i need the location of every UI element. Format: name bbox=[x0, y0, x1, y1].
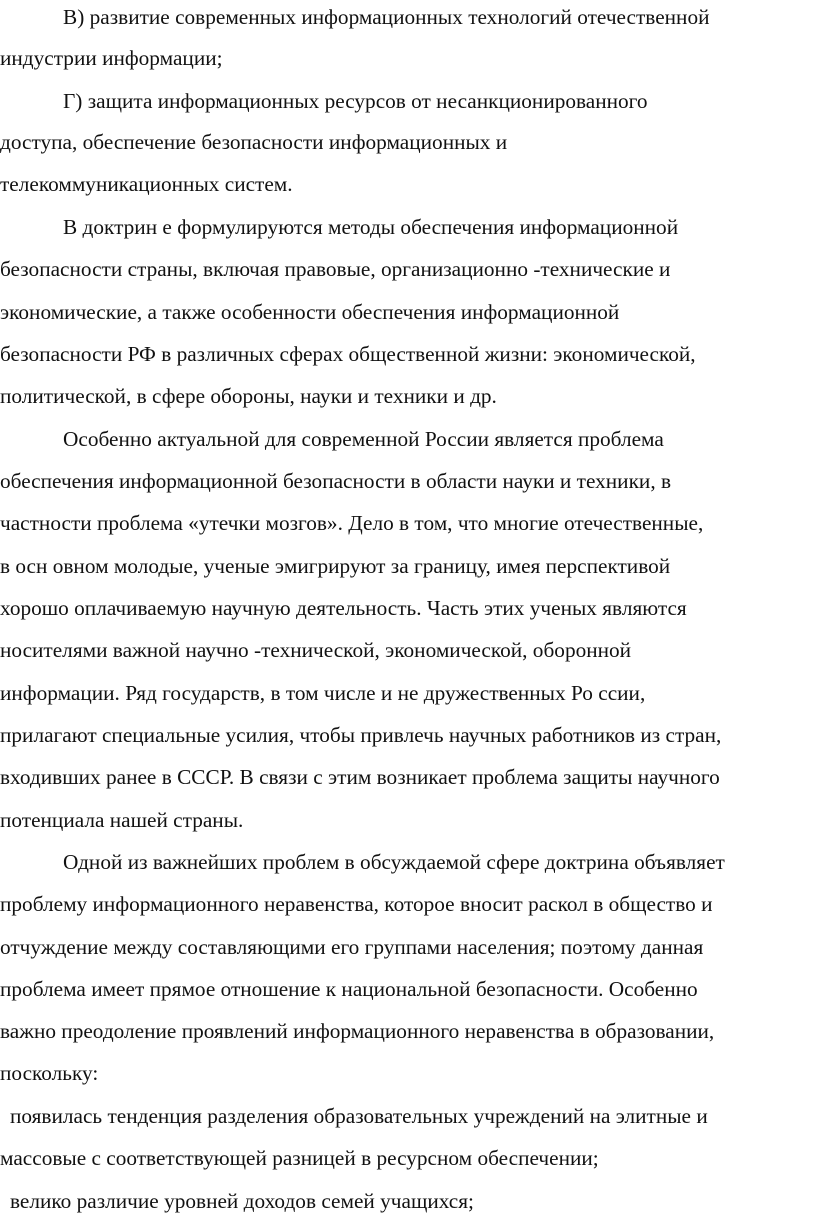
doctrine-methods-line-1: В доктрин е формулируются методы обеспечения информационной bbox=[63, 215, 679, 239]
doctrine-methods-line-3: экономические, а также особенности обеспечения информационной bbox=[0, 300, 620, 324]
item-g-line-1: Г) защита информационных ресурсов от несанкционированного bbox=[63, 89, 648, 113]
brain-drain-line-7: информации. Ряд государств, в том числе и не дружественных Ро ссии, bbox=[0, 681, 646, 705]
brain-drain-line-6: носителями важной научно -технической, экономической, оборонной bbox=[0, 638, 632, 662]
brain-drain-line-8: прилагают специальные усилия, чтобы привлечь научных работников из стран, bbox=[0, 723, 722, 747]
brain-drain-line-3: частности проблема «утечки мозгов». Дело в том, что многие отечественные, bbox=[0, 511, 704, 535]
inequality-line-5: важно преодоление проявлений информационного неравенства в образовании, bbox=[0, 1019, 715, 1043]
brain-drain-line-2: обеспечения информационной безопасности в области науки и техники, в bbox=[0, 469, 672, 493]
brain-drain-line-5: хорошо оплачиваемую научную деятельность. Часть этих ученых являются bbox=[0, 596, 687, 620]
inequality-line-4: проблема имеет прямое отношение к национальной безопасности. Особенно bbox=[0, 977, 698, 1001]
brain-drain-line-1: Особенно актуальной для современной России является проблема bbox=[63, 427, 664, 451]
bullet-1-line-2: массовые с соответствующей разницей в ресурсном обеспечении; bbox=[0, 1146, 599, 1170]
inequality-line-3: отчуждение между составляющими его группами населения; поэтому данная bbox=[0, 935, 704, 959]
bullet-1-line-1: появилась тенденция разделения образовательных учреждений на элитные и bbox=[10, 1104, 708, 1128]
inequality-line-1: Одной из важнейших проблем в обсуждаемой сфере доктрина объявляет bbox=[63, 850, 725, 874]
doctrine-methods-line-4: безопасности РФ в различных сферах общественной жизни: экономической, bbox=[0, 342, 696, 366]
inequality-line-2: проблему информационного неравенства, которое вносит раскол в общество и bbox=[0, 892, 713, 916]
doctrine-methods-line-2: безопасности страны, включая правовые, организационно -технические и bbox=[0, 257, 671, 281]
inequality-line-6: поскольку: bbox=[0, 1061, 99, 1085]
brain-drain-line-10: потенциала нашей страны. bbox=[0, 808, 244, 832]
brain-drain-line-9: входивших ранее в СССР. В связи с этим возникает проблема защиты научного bbox=[0, 765, 720, 789]
doctrine-methods-line-5: политической, в сфере обороны, науки и техники и др. bbox=[0, 384, 497, 408]
brain-drain-line-4: в осн овном молодые, ученые эмигрируют за границу, имея перспективой bbox=[0, 554, 671, 578]
bullet-2-line-1: велико различие уровней доходов семей учащихся; bbox=[10, 1189, 474, 1213]
item-v-line-2: индустрии информации; bbox=[0, 46, 223, 70]
item-g-line-2: доступа, обеспечение безопасности информационных и bbox=[0, 130, 508, 154]
item-v-line-1: В) развитие современных информационных технологий отечественной bbox=[63, 5, 710, 29]
item-g-line-3: телекоммуникационных систем. bbox=[0, 172, 293, 196]
